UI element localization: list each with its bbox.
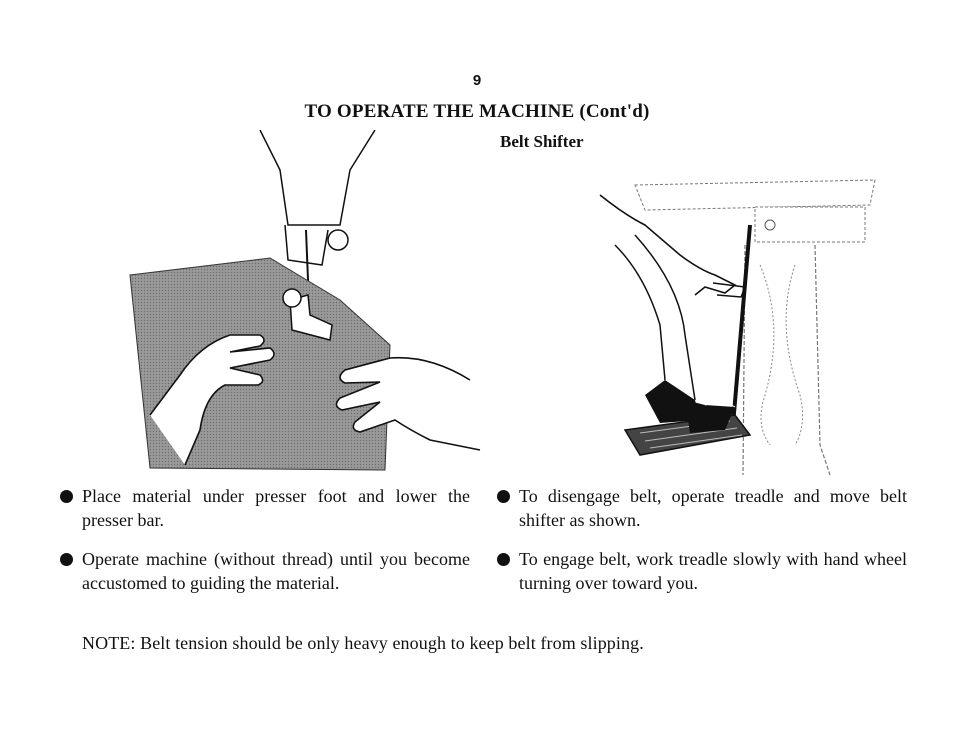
instructions-left-column	[60, 484, 470, 610]
instruction-text: Operate machine (without thread) until you become accustomed to guiding the material.	[82, 549, 470, 593]
instruction-item	[497, 547, 907, 595]
sewing-hands-icon	[110, 130, 490, 475]
instructions-right-column	[497, 484, 907, 610]
treadle-drawing	[585, 175, 885, 475]
page-number: 9	[472, 72, 482, 89]
sewing-hands-drawing	[110, 130, 490, 475]
treadle-belt-shifter-icon	[585, 175, 885, 475]
bullet-icon	[60, 553, 73, 566]
bullet-icon	[497, 553, 510, 566]
instruction-item	[60, 547, 470, 595]
bullet-icon	[60, 490, 73, 503]
instruction-text: To disengage belt, operate treadle and move belt shifter as shown.	[519, 486, 907, 530]
instruction-item	[497, 484, 907, 532]
note-text: NOTE: Belt tension should be only heavy enough to keep belt from slipping.	[82, 633, 644, 653]
figure-caption-belt-shifter: Belt Shifter	[500, 132, 584, 151]
bullet-icon	[497, 490, 510, 503]
instruction-item	[60, 484, 470, 532]
page-title: TO OPERATE THE MACHINE (Cont'd)	[304, 101, 650, 122]
instruction-text: To engage belt, work treadle slowly with hand wheel turning over toward you.	[519, 549, 907, 593]
instruction-text: Place material under presser foot and lower the presser bar.	[82, 486, 470, 530]
